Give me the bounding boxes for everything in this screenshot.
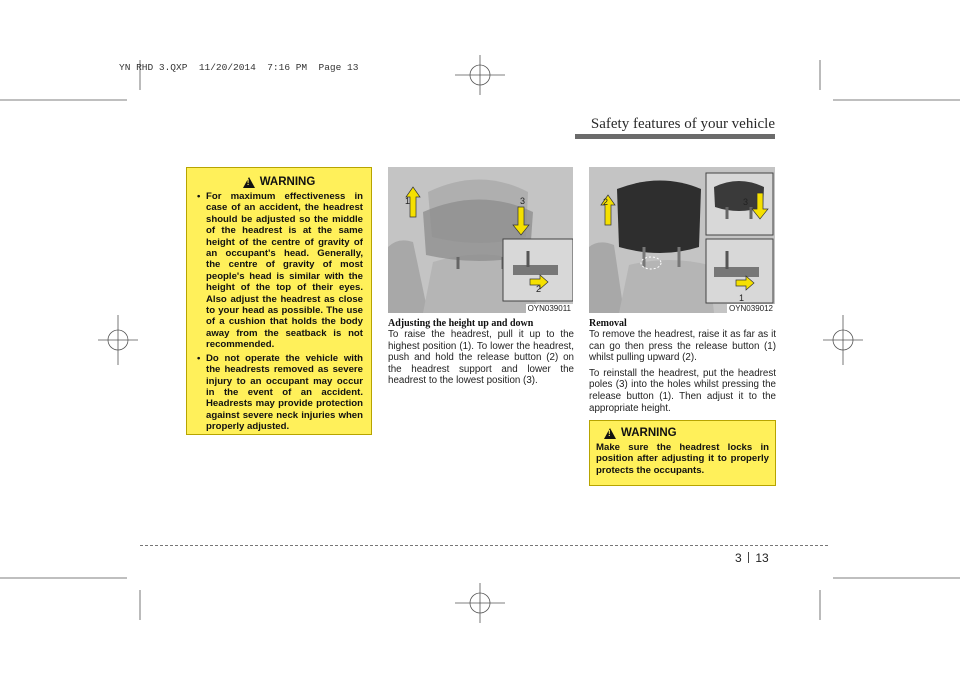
headrest-removal-illustration bbox=[589, 167, 775, 313]
warning-title: WARNING bbox=[259, 176, 316, 188]
warning-heading bbox=[195, 176, 363, 188]
figure-label-3: 3 bbox=[520, 196, 526, 206]
figure-label-1: 1 bbox=[405, 196, 411, 206]
warning-box-headrest-position bbox=[186, 167, 372, 435]
headrest-adjust-illustration bbox=[388, 167, 573, 313]
figure-label-1: 1 bbox=[739, 293, 745, 303]
header-rule bbox=[575, 134, 775, 139]
footer-dashed-rule bbox=[140, 545, 828, 546]
section-title: Removal bbox=[589, 318, 627, 329]
warning-list bbox=[195, 191, 363, 433]
warning-item: • For maximum effectiveness in case of an accident, the headrest should be adjusted so the middle of the headrest is at the same height of the centre of gravity of an occupant's head. Generally, the centre of gravity of most people's head is similar with the height of the top of their eyes. Also adjust the headrest as close to your head as possible. The use of a cushion that holds the body away from the seatback is not recommended. bbox=[195, 191, 363, 351]
section-body: To remove the headrest, raise it as far as it can go then press the release button (1) whilst pulling upward (2). bbox=[589, 329, 776, 364]
page-number-value: 13 bbox=[755, 551, 769, 565]
section-body: To raise the headrest, pull it up to the highest position (1). To lower the headrest, push and hold the release button (2) on the headrest support and lower the headrest to the lowest position (3). bbox=[388, 329, 574, 387]
section-title: Adjusting the height up and down bbox=[388, 318, 534, 329]
figure-label-2: 2 bbox=[603, 197, 609, 207]
warning-title: WARNING bbox=[621, 427, 677, 439]
registration-mark-bottom bbox=[455, 583, 505, 623]
registration-mark-top bbox=[455, 55, 505, 95]
registration-mark-left bbox=[98, 315, 138, 365]
figure-label-2: 2 bbox=[536, 284, 542, 294]
figure-adjust-height bbox=[388, 167, 573, 313]
section-removal bbox=[589, 318, 776, 414]
figure-code: OYN039012 bbox=[728, 304, 773, 313]
warning-triangle-icon bbox=[604, 428, 616, 439]
warning-heading bbox=[604, 427, 769, 439]
page-number-divider bbox=[748, 552, 749, 563]
figure-label-3: 3 bbox=[743, 197, 749, 207]
warning-text: Make sure the headrest locks in position after adjusting it to properly protects the occupants. bbox=[596, 442, 769, 476]
figure-removal bbox=[589, 167, 775, 313]
figure-code: OYN039011 bbox=[527, 304, 571, 313]
warning-triangle-icon bbox=[243, 177, 255, 188]
section-adjust-height bbox=[388, 318, 574, 387]
print-slug: YN RHD 3.QXP 11/20/2014 7:16 PM Page 13 bbox=[119, 62, 359, 73]
section-body: To reinstall the headrest, put the headrest poles (3) into the holes whilst pressing the release button (1). Then adjust it to the appropriate height. bbox=[589, 367, 776, 414]
warning-box-headrest-lock bbox=[589, 420, 776, 486]
page-header-title: Safety features of your vehicle bbox=[590, 116, 775, 132]
chapter-number: 3 bbox=[735, 551, 742, 565]
registration-mark-right bbox=[823, 315, 863, 365]
page-number bbox=[735, 551, 769, 565]
warning-item: • Do not operate the vehicle with the headrests removed as severe injury to an occupant may occur in the event of an accident. Headrests may provide protection against severe neck injuries when properly adjusted. bbox=[195, 353, 363, 433]
